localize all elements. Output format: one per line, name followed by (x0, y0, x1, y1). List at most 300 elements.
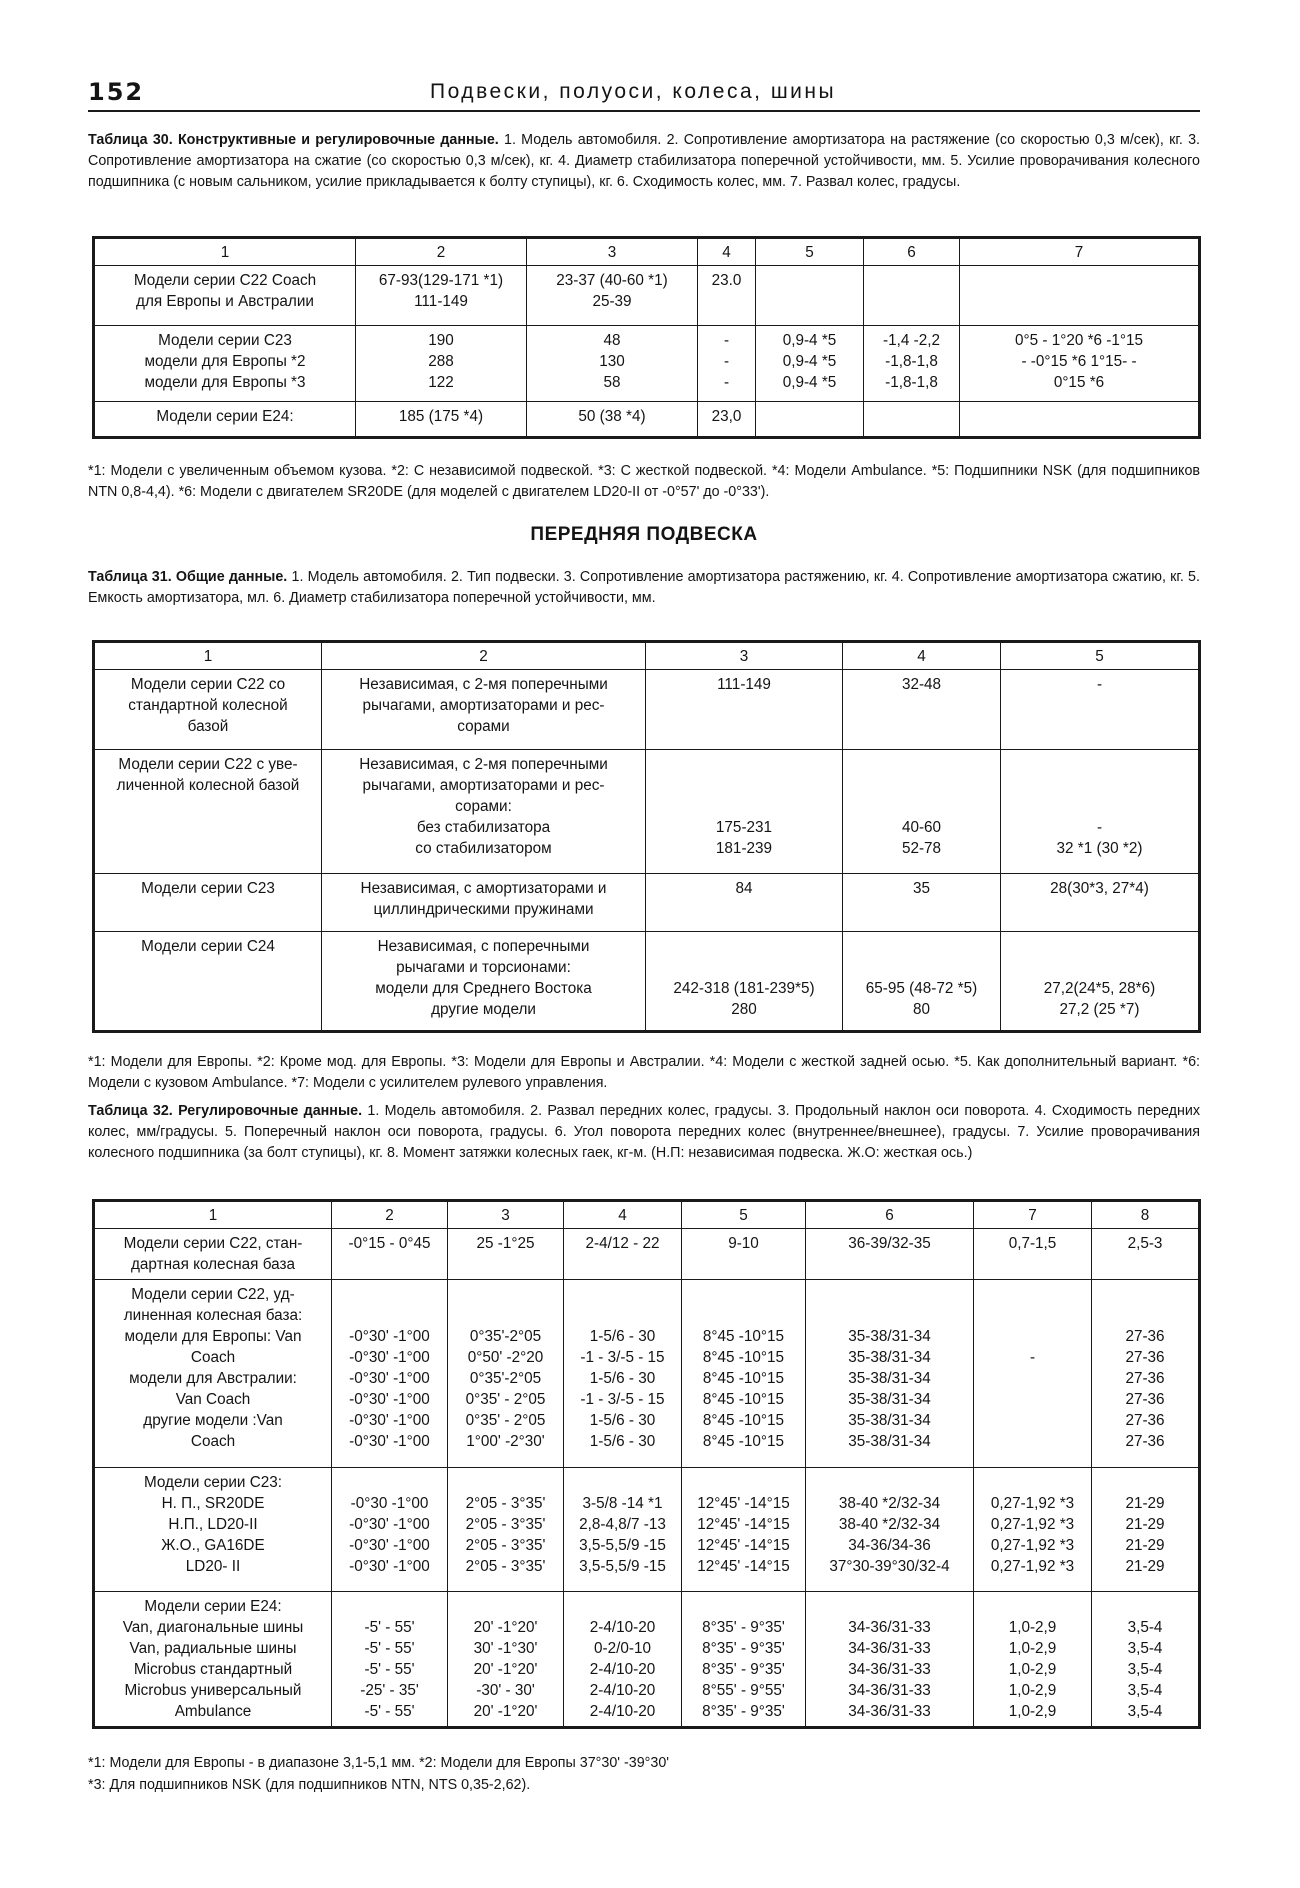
cell-line: 0,9-4 *5 (782, 332, 837, 349)
table-cell (960, 402, 1200, 438)
cell-line (846, 775, 997, 796)
cell-line (977, 1284, 1088, 1305)
cell-line: -0°30' -1°00 (349, 1433, 430, 1450)
cell-line: циллиндрическими пружинами (373, 901, 594, 918)
cell-line: 111-149 (717, 676, 771, 693)
cell-line: Модели серии Е24: (144, 1598, 282, 1615)
cell-line: 2°05 - 3°35' (465, 1558, 546, 1575)
header-cell: 1 (94, 1201, 332, 1229)
cell-line: 21-29 (1125, 1558, 1165, 1575)
cell-line: 38-40 *2/32-34 (838, 1516, 941, 1533)
table-header-row (94, 238, 1200, 266)
cell-line: 9-10 (728, 1235, 759, 1252)
table-cell (448, 1592, 564, 1728)
cell-line: модели для Европы *3 (144, 374, 306, 391)
cell-line: 52-78 (901, 840, 942, 857)
table-cell (448, 1229, 564, 1280)
header-cell: 4 (843, 642, 1001, 670)
cell-line: модели для Среднего Востока (375, 980, 592, 997)
section-heading: ПЕРЕДНЯЯ ПОДВЕСКА (530, 524, 758, 545)
cell-line: 34-36/31-33 (848, 1619, 931, 1636)
cell-line (451, 1284, 560, 1305)
cell-line: 34-36/31-33 (848, 1640, 931, 1657)
header-cell: 4 (698, 238, 756, 266)
cell-line: 122 (428, 374, 454, 391)
table30-footnote: *1: Модели с увеличенным объемом кузова. *2: С независимой подвеской. *3: С жесткой подвеской. *4: Модели Ambulance. *5: Подшипники NSK (для подшипников NTN 0,8-4,4). *6: Модели с двигателем SR20DE (для моделей с двигателем LD20-II от -0°57' до -0°33'). (88, 463, 1200, 500)
table-cell (756, 326, 864, 402)
cell-line: 0°5 - 1°20 *6 -1°15 (1014, 332, 1144, 349)
table-row (94, 932, 1200, 1032)
cell-line: другие модели (431, 1001, 536, 1018)
table-cell (448, 1468, 564, 1592)
cell-line: 58 (603, 374, 621, 391)
header-cell: 5 (756, 238, 864, 266)
cell-line (685, 1305, 802, 1326)
table-cell (646, 932, 843, 1032)
table-cell (1001, 932, 1200, 1032)
cell-line: со стабилизатором (415, 840, 552, 857)
table-header-row (94, 1201, 1200, 1229)
cell-line: 3,5-4 (1127, 1682, 1163, 1699)
cell-line: Модели серии С22 с уве- (118, 756, 298, 773)
cell-line: 0°35'-2°05 (469, 1370, 542, 1387)
cell-line (649, 796, 839, 817)
table-cell (974, 1468, 1092, 1592)
cell-line: Van, диагональные шины (122, 1619, 304, 1636)
cell-line (1095, 1284, 1195, 1305)
table-row (94, 1468, 1200, 1592)
table-row (94, 670, 1200, 750)
table-cell (698, 326, 756, 402)
cell-line (685, 1284, 802, 1305)
table32-footnotes (88, 1752, 1200, 1796)
cell-line: 32 *1 (30 *2) (1056, 840, 1143, 857)
cell-line: 48 (603, 332, 621, 349)
cell-line: личенной колесной базой (116, 777, 300, 794)
cell-line: 8°45 -10°15 (702, 1328, 785, 1345)
cell-line: -30' - 30' (476, 1682, 535, 1699)
cell-line: 130 (599, 353, 625, 370)
cell-line: стандартной колесной (128, 697, 288, 714)
cell-line: -0°30 -1°00 (350, 1495, 429, 1512)
header-cell: 1 (94, 642, 322, 670)
cell-line (567, 1284, 678, 1305)
cell-line: 8°35' - 9°35' (702, 1661, 785, 1678)
table30-caption-text: 1. Модель автомобиля. 2. Сопротивление амортизатора на растяжение (со скоростью 0,3 м/сек), кг. 3. Сопротивление амортизатора на сжатие (со скоростью 0,3 м/сек), кг. 4. Диаметр стабилизатора поперечной устойчивости, мм. 5. Усилие проворачивания колесного подшипника (с новым сальником, усилие прикладывается к болту ступицы), кг. 6. Сходимость колес, мм. 7. Развал колес, градусы. (88, 132, 1200, 190)
cell-line: -1 - 3/-5 - 15 (580, 1349, 665, 1366)
table32-caption-text: 1. Модель автомобиля. 2. Развал передних колес, градусы. 3. Продольный наклон оси поворота. 4. Сходимость передних колес, мм/градусы. 5. Поперечный наклон оси поворота, градусы. 6. Угол поворота передних колес (внутреннее/внешнее), градусы. 7. Усилие проворачивания колесного подшипника (за болт ступицы), кг. 8. Момент затяжки колесных гаек, кг-м. (Н.П: независимая подвеска. Ж.О: жесткая ось.) (88, 1103, 1200, 1161)
cell-line: 2°05 - 3°35' (465, 1495, 546, 1512)
cell-line: 27-36 (1125, 1349, 1165, 1366)
table-cell (332, 1592, 448, 1728)
cell-line: Coach (190, 1433, 236, 1450)
cell-line (335, 1284, 444, 1305)
table-cell (94, 1468, 332, 1592)
table32-caption (88, 1101, 1200, 1164)
table-cell (646, 750, 843, 874)
cell-line: 84 (735, 880, 753, 897)
cell-line: - -0°15 *6 1°15- - (1021, 353, 1137, 370)
cell-line: 3,5-4 (1127, 1640, 1163, 1657)
cell-line: 21-29 (1125, 1495, 1165, 1512)
cell-line: Н.П., LD20-II (168, 1516, 258, 1533)
cell-line: -0°30' -1°00 (349, 1558, 430, 1575)
table-cell (1001, 750, 1200, 874)
cell-line: 185 (175 *4) (398, 408, 484, 425)
cell-line: -0°30' -1°00 (349, 1328, 430, 1345)
cell-line: -0°30' -1°00 (349, 1349, 430, 1366)
cell-line: Microbus универсальный (124, 1682, 302, 1699)
cell-line: 27,2(24*5, 28*6) (1043, 980, 1156, 997)
cell-line: 3,5-5,5/9 -15 (579, 1537, 666, 1554)
cell-line: 34-36/34-36 (848, 1537, 931, 1554)
header-cell: 1 (94, 238, 356, 266)
table-cell (564, 1280, 682, 1468)
cell-line (335, 1305, 444, 1326)
cell-line: Модели серии С23 (141, 880, 275, 897)
table-row (94, 1280, 1200, 1468)
cell-line: -5' - 55' (364, 1619, 415, 1636)
cell-line: 1-5/6 - 30 (589, 1328, 656, 1345)
table-cell (682, 1592, 806, 1728)
cell-line (977, 1472, 1088, 1493)
cell-line: рычагами и торсионами: (396, 959, 571, 976)
cell-line: 0°35' - 2°05 (465, 1391, 546, 1408)
cell-line: Модели серии С23 (158, 332, 292, 349)
page-header (88, 76, 1200, 112)
cell-line: Модели серии Е24: (156, 408, 294, 425)
cell-line: Модели серии С24 (141, 938, 275, 955)
cell-line (1004, 796, 1195, 817)
header-cell: 8 (1092, 1201, 1200, 1229)
table-row (94, 326, 1200, 402)
header-cell: 5 (682, 1201, 806, 1229)
cell-line: 27-36 (1125, 1328, 1165, 1345)
cell-line: 34-36/31-33 (848, 1703, 931, 1720)
table-cell (806, 1592, 974, 1728)
cell-line: 2-4/10-20 (589, 1661, 656, 1678)
cell-line: 36-39/32-35 (848, 1235, 931, 1252)
table-cell (332, 1229, 448, 1280)
table-cell (806, 1468, 974, 1592)
header-cell: 2 (332, 1201, 448, 1229)
cell-line: 0-2/0-10 (594, 1640, 651, 1657)
cell-line (1095, 1472, 1195, 1493)
table-cell (646, 874, 843, 932)
cell-line: 8°45 -10°15 (702, 1412, 785, 1429)
cell-line (846, 796, 997, 817)
table-cell (564, 1229, 682, 1280)
cell-line: -0°30' -1°00 (349, 1537, 430, 1554)
header-cell: 7 (974, 1201, 1092, 1229)
table-cell (94, 932, 322, 1032)
cell-line: 21-29 (1125, 1537, 1165, 1554)
cell-line: Независимая, с амортизаторами и (360, 880, 607, 897)
table-cell (843, 670, 1001, 750)
cell-line: 175-231 (715, 819, 773, 836)
cell-line: 12°45' -14°15 (697, 1558, 790, 1575)
table-cell (322, 750, 646, 874)
table-cell (527, 266, 698, 326)
cell-line (1004, 957, 1195, 978)
cell-line: для Европы и Австралии (136, 293, 314, 310)
table-cell (960, 326, 1200, 402)
table-cell (864, 402, 960, 438)
cell-line: 27-36 (1125, 1412, 1165, 1429)
cell-line: линенная колесная база: (123, 1307, 303, 1324)
cell-line: 1,0-2,9 (1008, 1703, 1057, 1720)
table-cell (1001, 670, 1200, 750)
cell-line: 190 (428, 332, 454, 349)
table-cell (322, 932, 646, 1032)
cell-line: -25' - 35' (360, 1682, 419, 1699)
cell-line: 2°05 - 3°35' (465, 1516, 546, 1533)
cell-line (809, 1596, 970, 1617)
cell-line: Van Coach (175, 1391, 251, 1408)
header-cell: 5 (1001, 642, 1200, 670)
table-cell (756, 266, 864, 326)
cell-line: 0,27-1,92 *3 (990, 1558, 1075, 1575)
cell-line: 8°55' - 9°55' (702, 1682, 785, 1699)
cell-line: 38-40 *2/32-34 (838, 1495, 941, 1512)
cell-line: -1 - 3/-5 - 15 (580, 1391, 665, 1408)
cell-line (846, 754, 997, 775)
cell-line: 242-318 (181-239*5) (673, 980, 815, 997)
cell-line: -0°30' -1°00 (349, 1370, 430, 1387)
cell-line: 25-39 (592, 293, 632, 310)
cell-line: 1,0-2,9 (1008, 1640, 1057, 1657)
cell-line: -0°15 - 0°45 (348, 1235, 431, 1252)
table-cell (960, 266, 1200, 326)
cell-line: -0°30' -1°00 (349, 1516, 430, 1533)
cell-line (1004, 754, 1195, 775)
cell-line: 27-36 (1125, 1433, 1165, 1450)
cell-line (335, 1596, 444, 1617)
cell-line: 3,5-4 (1127, 1619, 1163, 1636)
table-cell (322, 670, 646, 750)
cell-line: 111-149 (414, 293, 468, 310)
cell-line: Независимая, с 2-мя поперечными (359, 676, 608, 693)
table-row (94, 402, 1200, 438)
cell-line: 50 (38 *4) (578, 408, 646, 425)
cell-line: -5' - 55' (364, 1661, 415, 1678)
cell-line (685, 1596, 802, 1617)
table30-caption-title: Таблица 30. Конструктивные и регулировочные данные. (88, 132, 499, 148)
cell-line: 1-5/6 - 30 (589, 1412, 656, 1429)
cell-line: 0,7-1,5 (1008, 1235, 1057, 1252)
cell-line: рычагами, амортизаторами и рес- (362, 697, 605, 714)
header-cell: 7 (960, 238, 1200, 266)
cell-line: 12°45' -14°15 (697, 1495, 790, 1512)
cell-line: 0,27-1,92 *3 (990, 1516, 1075, 1533)
cell-line: 20' -1°20' (473, 1661, 538, 1678)
cell-line: 35-38/31-34 (848, 1370, 931, 1387)
cell-line: - (723, 374, 730, 391)
table-cell (1092, 1468, 1200, 1592)
cell-line: Н. П., SR20DE (161, 1495, 265, 1512)
cell-line: 0°35'-2°05 (469, 1328, 542, 1345)
table-cell (527, 326, 698, 402)
cell-line (451, 1596, 560, 1617)
table-cell (1001, 874, 1200, 932)
cell-line: 20' -1°20' (473, 1619, 538, 1636)
cell-line: 35-38/31-34 (848, 1349, 931, 1366)
cell-line: 280 (731, 1001, 757, 1018)
table-cell (1092, 1280, 1200, 1468)
cell-line: -0°30' -1°00 (349, 1412, 430, 1429)
cell-line (846, 957, 997, 978)
cell-line: Модели серии С22, уд- (131, 1286, 295, 1303)
cell-line: -0°30' -1°00 (349, 1391, 430, 1408)
cell-line: 8°35' - 9°35' (702, 1703, 785, 1720)
cell-line: сорами: (455, 798, 512, 815)
cell-line (649, 936, 839, 957)
cell-line: 2,8-4,8/7 -13 (579, 1516, 666, 1533)
cell-line: 8°45 -10°15 (702, 1349, 785, 1366)
cell-line: Microbus стандартный (133, 1661, 293, 1678)
cell-line: -5' - 55' (364, 1640, 415, 1657)
cell-line: 1,0-2,9 (1008, 1661, 1057, 1678)
cell-line: 2-4/10-20 (589, 1703, 656, 1720)
cell-line: 35-38/31-34 (848, 1328, 931, 1345)
cell-line: 12°45' -14°15 (697, 1516, 790, 1533)
cell-line: 8°45 -10°15 (702, 1391, 785, 1408)
cell-line: 0,27-1,92 *3 (990, 1495, 1075, 1512)
cell-line: рычагами, амортизаторами и рес- (362, 777, 605, 794)
cell-line: 8°45 -10°15 (702, 1370, 785, 1387)
cell-line: Модели серии С22, стан- (123, 1235, 303, 1252)
cell-line: модели для Австралии: (129, 1370, 297, 1387)
cell-line: 2,5-3 (1127, 1235, 1163, 1252)
cell-line (567, 1596, 678, 1617)
table31-footnote: *1: Модели для Европы. *2: Кроме мод. для Европы. *3: Модели для Европы и Австралии. *4: Модели с жесткой задней осью. *5. Как дополнительный вариант. *6: Модели с кузовом Ambulance. *7: Модели с усилителем рулевого управления. (88, 1054, 1200, 1091)
cell-line: - (723, 353, 730, 370)
table-cell (756, 402, 864, 438)
table-cell (698, 402, 756, 438)
cell-line: 8°35' - 9°35' (702, 1640, 785, 1657)
table-cell (974, 1229, 1092, 1280)
cell-line: 30' -1°30' (473, 1640, 538, 1657)
cell-line: 288 (428, 353, 454, 370)
table-cell (94, 874, 322, 932)
header-cell: 4 (564, 1201, 682, 1229)
cell-line: 65-95 (48-72 *5) (865, 980, 978, 997)
cell-line: 37°30-39°30/32-4 (829, 1558, 950, 1575)
table-cell (843, 932, 1001, 1032)
cell-line (809, 1284, 970, 1305)
table-row (94, 266, 1200, 326)
cell-line: Независимая, с поперечными (377, 938, 590, 955)
cell-line: другие модели :Van (143, 1412, 283, 1429)
header-cell: 2 (322, 642, 646, 670)
table-cell (806, 1229, 974, 1280)
table-cell (94, 266, 356, 326)
table-cell (94, 1280, 332, 1468)
cell-line (977, 1596, 1088, 1617)
cell-line (451, 1472, 560, 1493)
table-row (94, 1229, 1200, 1280)
cell-line: 1-5/6 - 30 (589, 1370, 656, 1387)
cell-line (567, 1472, 678, 1493)
cell-line: - (723, 332, 730, 349)
cell-line: 181-239 (715, 840, 773, 857)
cell-line: 0,27-1,92 *3 (990, 1537, 1075, 1554)
table-cell (356, 266, 527, 326)
table-cell (564, 1592, 682, 1728)
cell-line: дартная колесная база (131, 1256, 295, 1273)
table-cell (974, 1280, 1092, 1468)
cell-line: 23.0 (711, 272, 742, 289)
table-cell (94, 1229, 332, 1280)
cell-line: 25 -1°25 (476, 1235, 535, 1252)
cell-line: 34-36/31-33 (848, 1661, 931, 1678)
cell-line: Van, радиальные шины (129, 1640, 297, 1657)
cell-line: 8°35' - 9°35' (702, 1619, 785, 1636)
table-cell (356, 326, 527, 402)
table-row (94, 750, 1200, 874)
cell-line: 35-38/31-34 (848, 1391, 931, 1408)
cell-line: 23-37 (40-60 *1) (556, 272, 668, 289)
cell-line: 3,5-5,5/9 -15 (579, 1558, 666, 1575)
table-cell (94, 670, 322, 750)
header-cell: 6 (864, 238, 960, 266)
cell-line: модели для Европы *2 (144, 353, 306, 370)
cell-line: 40-60 (901, 819, 942, 836)
table-cell (527, 402, 698, 438)
cell-line: Независимая, с 2-мя поперечными (359, 756, 608, 773)
running-title: Подвески, полуоси, колеса, шины (430, 80, 837, 103)
cell-line: 27,2 (25 *7) (1059, 1001, 1140, 1018)
cell-line: 35-38/31-34 (848, 1433, 931, 1450)
table-cell (698, 266, 756, 326)
table-header-row (94, 642, 1200, 670)
table-row (94, 874, 1200, 932)
table-cell (94, 750, 322, 874)
cell-line: -1,8-1,8 (885, 353, 938, 370)
cell-line: Ж.О., GA16DE (161, 1537, 265, 1554)
table-cell (682, 1280, 806, 1468)
table-cell (356, 402, 527, 438)
table-cell (646, 670, 843, 750)
cell-line: 2-4/10-20 (589, 1619, 656, 1636)
cell-line (451, 1305, 560, 1326)
cell-line (846, 936, 997, 957)
cell-line: 35-38/31-34 (848, 1412, 931, 1429)
cell-line: -1,8-1,8 (885, 374, 938, 391)
cell-line: Модели серии С22 Coach (133, 272, 317, 289)
cell-line: сорами (457, 718, 510, 735)
table-cell (332, 1468, 448, 1592)
cell-line: 80 (912, 1001, 930, 1018)
cell-line: Coach (190, 1349, 236, 1366)
table-cell (864, 266, 960, 326)
cell-line: - (1029, 1349, 1036, 1366)
cell-line: 28(30*3, 27*4) (1050, 880, 1149, 897)
table-cell (974, 1592, 1092, 1728)
cell-line: 3,5-4 (1127, 1703, 1163, 1720)
cell-line: 2-4/12 - 22 (585, 1235, 660, 1252)
cell-line (809, 1472, 970, 1493)
cell-line: модели для Европы: Van (124, 1328, 302, 1345)
cell-line: 2-4/10-20 (589, 1682, 656, 1699)
cell-line: 0°35' - 2°05 (465, 1412, 546, 1429)
table31-caption (88, 567, 1200, 609)
table-cell (1092, 1592, 1200, 1728)
table-cell (322, 874, 646, 932)
cell-line: - (1096, 676, 1103, 693)
table-cell (94, 402, 356, 438)
cell-line: -5' - 55' (364, 1703, 415, 1720)
